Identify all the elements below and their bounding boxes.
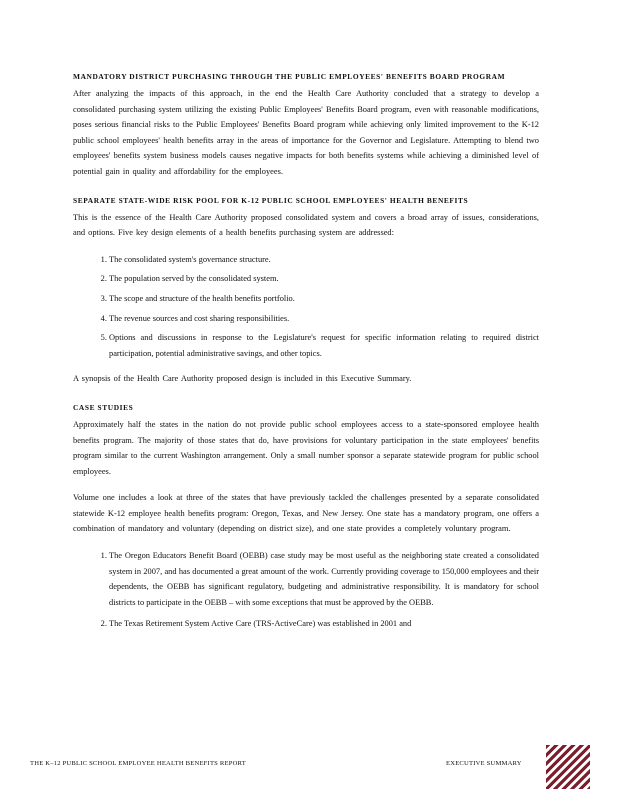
- list-item: 5. Options and discussions in response to the Legislature's request for specific information relating to required district participation, potential administrative savings, and other topics.: [109, 330, 539, 361]
- section-paragraph: A synopsis of the Health Care Authority proposed design is included in this Executive Summary.: [73, 374, 412, 384]
- striped-corner-graphic: [546, 745, 590, 789]
- section-heading: MANDATORY DISTRICT PURCHASING THROUGH THE PUBLIC EMPLOYEES' BENEFITS BOARD PROGRAM: [73, 72, 506, 81]
- case-studies-list: [73, 548, 539, 632]
- section-paragraph: Volume one includes a look at three of the states that have previously tackled the challenges presented by a separate consolidated statewide K-12 employee health benefits program: Oregon, Texas, and New Jersey. One state has a mandatory program, one offers a combination of mandatory and voluntary (depending on district size), and one state provides a completely voluntary program.: [73, 493, 539, 534]
- section-paragraph: Approximately half the states in the nation do not provide public school employees access to a state-sponsored employee health benefits program. The majority of those states that do, have provisions for voluntary participation in the state employees' benefits program similar to the current Washington arrangement. Only a small number sponsor a separate statewide program for public school employees.: [73, 419, 539, 476]
- section-paragraph: This is the essence of the Health Care Authority proposed consolidated system and covers a broad array of issues, considerations, and options. Five key design elements of a health benefits purchasing system are addressed:: [73, 212, 539, 238]
- footer-section-label: EXECUTIVE SUMMARY: [446, 760, 522, 767]
- list-item: 2. The population served by the consolidated system.: [109, 271, 539, 287]
- section-case-studies: [73, 401, 539, 632]
- section-mandatory: [73, 70, 539, 180]
- section-paragraph: After analyzing the impacts of this approach, in the end the Health Care Authority concluded that a strategy to develop a consolidated purchasing system utilizing the existing Public Employees' Benefits Board program, even with reasonable modifications, poses serious financial risks to the Public Employees' Benefits Board program while achieving only limited improvement to the K-12 public school employees' health benefits array in the areas of importance for the Governor and Legislature. Attempting to blend two employees' benefits system business models causes negative impacts for both benefits systems while achieving a diminished level of potential gain in quality and affordability for the employees.: [73, 89, 539, 176]
- list-item: 2. The Texas Retirement System Active Care (TRS-ActiveCare) was established in 2001 and: [109, 616, 539, 632]
- list-item: 3. The scope and structure of the health benefits portfolio.: [109, 291, 539, 307]
- list-item: 1. The consolidated system's governance structure.: [109, 252, 539, 268]
- section-heading: SEPARATE STATE-WIDE RISK POOL FOR K-12 PUBLIC SCHOOL EMPLOYEES' HEALTH BENEFITS: [73, 195, 469, 205]
- footer-report-title: THE K–12 PUBLIC SCHOOL EMPLOYEE HEALTH BENEFITS REPORT: [30, 760, 246, 767]
- section-heading: CASE STUDIES: [73, 402, 134, 412]
- list-item: 1. The Oregon Educators Benefit Board (OEBB) case study may be most useful as the neighboring state created a consolidated system in 2007, and has documented a great amount of the work. Currently providing coverage to 150,000 employees and their dependents, the OEBB has significant regulatory, budgeting and administrative responsibility. It is mandatory for school districts to participate in the OEBB – with some exceptions that must be approved by the OEBB.: [109, 548, 539, 610]
- page-content: [73, 70, 539, 642]
- list-item: 4. The revenue sources and cost sharing responsibilities.: [109, 311, 539, 327]
- section-separate-risk-pool: [73, 194, 539, 387]
- design-elements-list: [73, 252, 539, 362]
